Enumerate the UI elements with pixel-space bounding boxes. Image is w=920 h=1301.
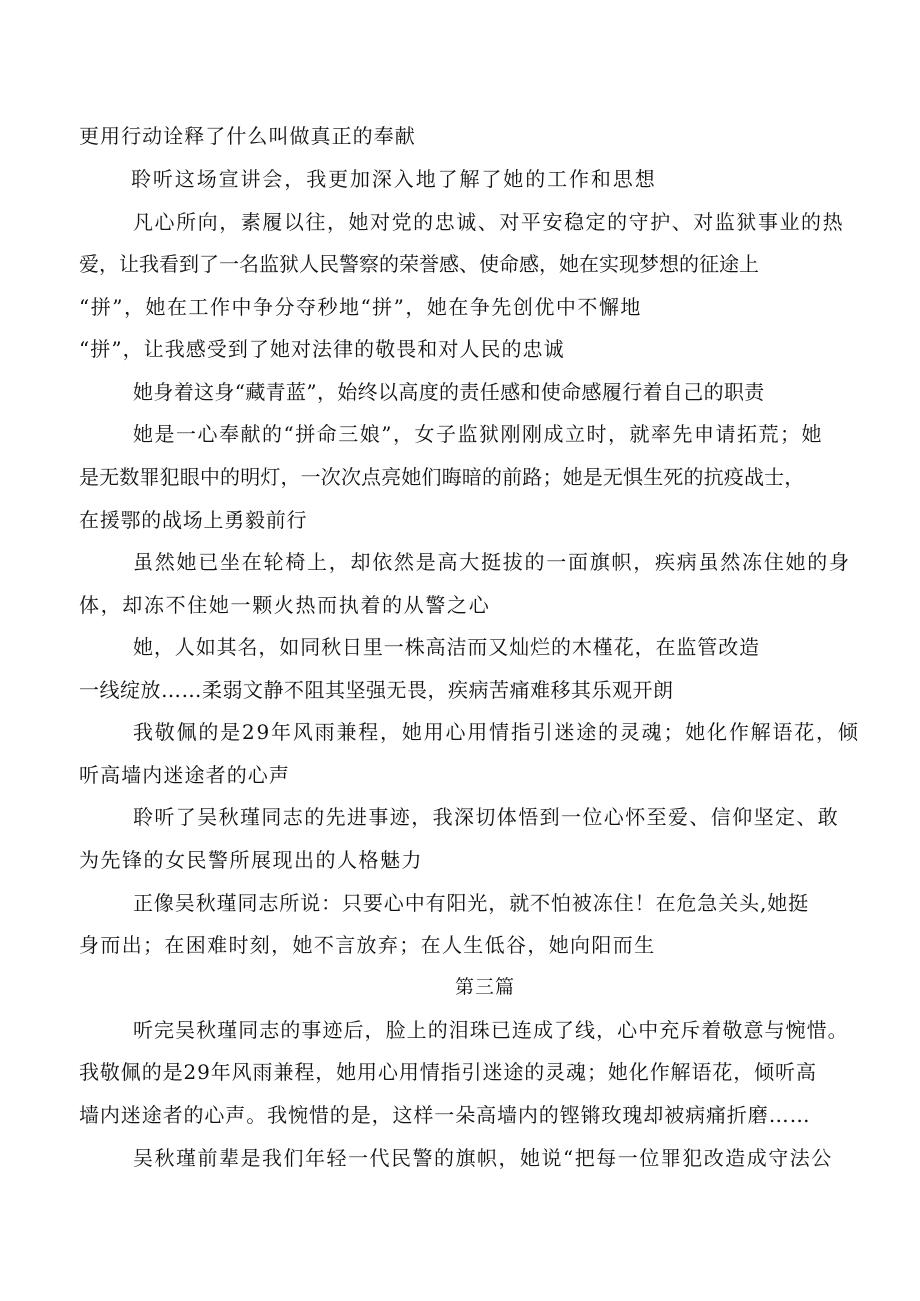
text-line: 一线绽放……柔弱文静不阻其坚强无畏，疾病苦痛难移其乐观开朗: [79, 678, 674, 702]
text-line: 她是一心奉献的“拼命三娘”，女子监狱刚刚成立时，就率先申请拓荒；她: [133, 422, 823, 446]
section-title: 第三篇: [455, 976, 516, 998]
text-line: 爱，让我看到了一名监狱人民警察的荣誉感、使命感，她在实现梦想的征途上: [79, 252, 759, 276]
text-line: 墙内迷途者的心声。我惋惜的是，这样一朵高墙内的铿锵玫瑰却被病痛折磨……: [79, 1103, 811, 1127]
text-line: 我敬佩的是29年风雨兼程，她用心用情指引迷途的灵魂；她化作解语花，倾听高: [79, 1060, 817, 1084]
text-line: 体，却冻不住她一颗火热而执着的从警之心: [79, 593, 491, 617]
text-line: 我敬佩的是29年风雨兼程，她用心用情指引迷途的灵魂；她化作解语花，倾: [133, 720, 860, 744]
text-line: 她身着这身“藏青蓝”，始终以高度的责任感和使命感履行着自己的职责: [133, 380, 765, 404]
text-line: 更用行动诠释了什么叫做真正的奉献: [79, 124, 416, 148]
text-line: 凡心所向，素履以往，她对党的忠诚、对平安稳定的守护、对监狱事业的热: [133, 210, 845, 234]
text-line: 聆听这场宣讲会，我更加深入地了解了她的工作和思想: [131, 167, 657, 191]
text-line: “拼”，她在工作中争分夺秒地“拼”，她在争先创优中不懈地: [79, 295, 642, 319]
text-line: 虽然她已坐在轮椅上，却依然是高大挺拔的一面旗帜，疾病虽然冻住她的身: [133, 550, 851, 574]
text-line: 身而出；在困难时刻，她不言放弃；在人生低谷，她向阳而生: [79, 933, 656, 957]
text-line: 吴秋瑾前辈是我们年轻一代民警的旗帜，她说“把每一位罪犯改造成守法公: [133, 1146, 833, 1170]
text-line: 听完吴秋瑾同志的事迹后，脸上的泪珠已连成了线，心中充斥着敬意与惋惜。: [133, 1018, 849, 1042]
text-line: 是无数罪犯眼中的明灯，一次次点亮她们晦暗的前路；她是无惧生死的抗疫战士，: [79, 465, 805, 489]
text-line: 正像吴秋瑾同志所说：只要心中有阳光，就不怕被冻住！在危急关头,她挺: [133, 891, 810, 915]
text-line: 为先锋的女民警所展现出的人格魅力: [79, 848, 423, 872]
text-line: “拼”，让我感受到了她对法律的敬畏和对人民的忠诚: [79, 337, 565, 361]
text-line: 她，人如其名，如同秋日里一株高洁而又灿烂的木槿花，在监管改造: [133, 635, 760, 659]
text-line: 听高墙内迷途者的心声: [79, 763, 290, 787]
text-line: 在援鄂的战场上勇毅前行: [79, 508, 308, 532]
text-line: 聆听了吴秋瑾同志的先进事迹，我深切体悟到一位心怀至爱、信仰坚定、敢: [133, 805, 840, 829]
